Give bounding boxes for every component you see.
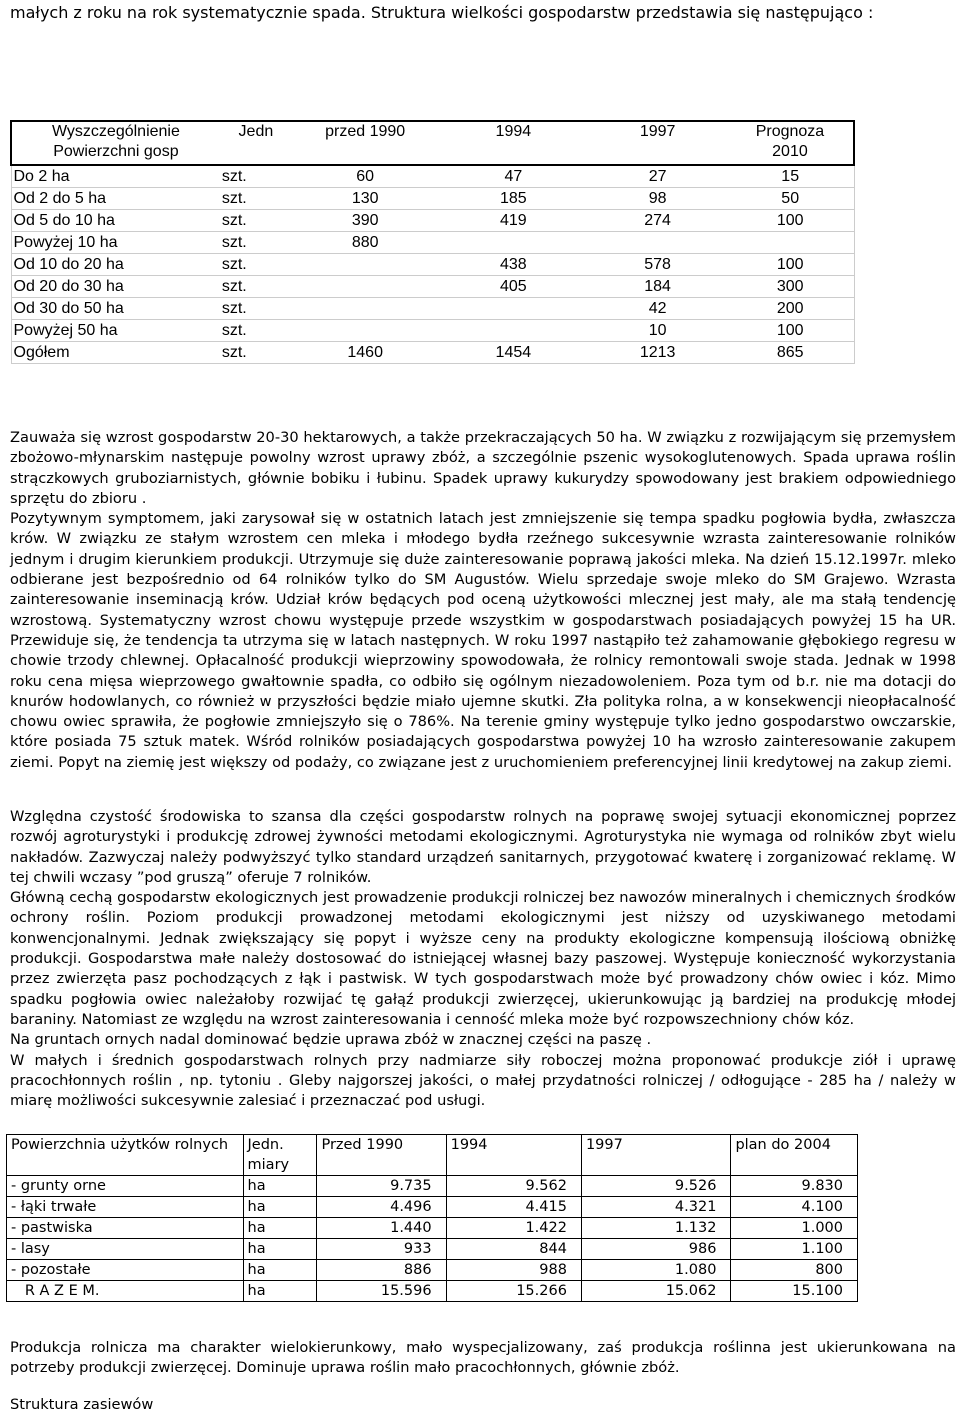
table-cell: - pastwiska — [7, 1218, 244, 1239]
table-row — [11, 342, 854, 364]
table-cell: 42 — [588, 298, 727, 320]
paragraph: Zauważa się wzrost gospodarstw 20-30 hektarowych, a także przekraczających 50 ha. W związku z rozwijającym się przemysłem zbożowo-młynarskim następuje powolny wzrost uprawy zbóż, a szczególnie pszenic wysokoglutenowych. Spada uprawa roślin strączkowych gruboziarnistych, głównie bobiku i łubinu. Spadek uprawy kukurydzy spowodowany jest brakiem odpowiedniego sprzętu do zbioru . — [10, 429, 956, 507]
table-cell: szt. — [220, 298, 292, 320]
table-cell: 60 — [292, 165, 438, 188]
header-cell: przed 1990 — [325, 123, 406, 140]
table-row — [11, 254, 854, 276]
table-cell: szt. — [220, 210, 292, 232]
table-cell: Od 10 do 20 ha — [11, 254, 220, 276]
table-cell: 15.100 — [731, 1281, 858, 1302]
table-cell: 100 — [727, 320, 854, 342]
table-cell: 1460 — [292, 342, 438, 364]
table-cell: 10 — [588, 320, 727, 342]
header-cell: 1994 — [446, 1135, 581, 1176]
header-cell: plan do 2004 — [731, 1135, 858, 1176]
paragraph-production: Produkcja rolnicza ma charakter wielokierunkowy, mało wyspecjalizowany, zaś produkcja roślinna jest ukierunkowana na potrzeby produkcji zwierzęcej. Dominuje uprawa roślin mało pracochłonnych, głównie zbóż. — [10, 1339, 956, 1377]
paragraph: Pozytywnym symptomem, jaki zarysował się w ostatnich latach jest zmniejszenie się tempa spadku pogłowia bydła, zwłaszcza krów. W związku ze stałym wzrostem cen mleka i młodego bydła rzeźnego sukcesywnie wzrasta zainteresowanie rolników jednym i drugim kierunkiem produkcji. Utrzymuje się duże zainteresowanie poprawą jakości mleka. Na dzień 15.12.1997r. mleko odbierane jest bezpośrednio od 64 rolników tylko do SM Augustów. Wielu sprzedaje swoje mleko do SM Grajewo. Wzrasta zainteresowanie inseminacją krów. Udział krów będących pod oceną użytkowości mlecznej jest mały, ale ma stałą tendencję wzrostową. Systematyczny wzrost chowu występuje przede wszystkim w gospodarstwach posiadających powyżej 15 ha UR. Przewiduje się, że tendencja ta utrzyma się w latach następnych. W roku 1997 nastąpiło też zahamowanie głębokiego regresu w chowie trzody chlewnej. Opłacalność produkcji wieprzowiny spowodowała, że rolnicy remontowali swoje stada. Jednak w 1998 roku cena mięsa wieprzowego gwałtownie spadła, co odbiło się ogólnym niezadowoleniem. Poza tym od b.r. nie ma dotacji do knurów hodowlanych, co również w przyszłości będzie miało ujemne skutki. Zła polityka rolna, a w konsekwencji nieopłacalność chowu owiec sprawiła, że pogłowie zmniejszyło się o 786%. Na terenie gminy występuje tylko jedno gospodarstwo owczarskie, które posiada 75 sztuk matek. Wśród rolników posiadających gospodarstwa powyżej 10 ha wzrosło zainteresowanie zakupem ziemi. Popyt na ziemię jest większy od podaży, co związane jest z uruchomieniem preferencyjnej linii kredytowej na zakup ziemi. — [10, 510, 956, 771]
header-cell: Prognoza 2010 — [755, 123, 825, 160]
table-cell: - lasy — [7, 1239, 244, 1260]
intro-line: małych z roku na rok systematycznie spada. Struktura wielkości gospodarstw przedstawia się następująco : — [10, 3, 874, 22]
table-cell: Od 20 do 30 ha — [11, 276, 220, 298]
table-row — [11, 320, 854, 342]
header-cell: 1997 — [639, 123, 676, 140]
table-cell: - grunty orne — [7, 1176, 244, 1197]
table-row — [7, 1281, 858, 1302]
table-cell: 1.132 — [581, 1218, 730, 1239]
table-cell: 100 — [727, 254, 854, 276]
table-cell — [438, 232, 588, 254]
table-cell: ha — [243, 1260, 317, 1281]
table-row — [7, 1176, 858, 1197]
table-cell: 1.100 — [731, 1239, 858, 1260]
table-cell: - pozostałe — [7, 1260, 244, 1281]
table-cell: ha — [243, 1281, 317, 1302]
table-cell: 184 — [588, 276, 727, 298]
table-cell: 50 — [727, 188, 854, 210]
table-cell: 4.415 — [446, 1197, 581, 1218]
table-cell: 1.440 — [317, 1218, 446, 1239]
table-cell: 300 — [727, 276, 854, 298]
table-cell: 1213 — [588, 342, 727, 364]
table-cell: ha — [243, 1239, 317, 1260]
paragraphs-block-1 — [10, 428, 956, 773]
table-cell: 47 — [438, 165, 588, 188]
table-cell: 1.422 — [446, 1218, 581, 1239]
table-cell — [438, 298, 588, 320]
table-row — [7, 1197, 858, 1218]
table-cell — [588, 232, 727, 254]
table-cell — [438, 320, 588, 342]
table-cell: Powyżej 50 ha — [11, 320, 220, 342]
table-cell — [292, 298, 438, 320]
table-header-row — [7, 1135, 858, 1176]
paragraph: W małych i średnich gospodarstwach rolnych przy nadmiarze siły roboczej można proponować produkcje ziół i uprawę pracochłonnych roślin , np. tytoniu . Gleby najgorszej jakości, o małej przydatności rolniczej / odłogujące - 285 ha / należy w miarę możliwości sukcesywnie zalesiać i przeznaczać pod usługi. — [10, 1051, 956, 1110]
table-cell: 4.100 — [731, 1197, 858, 1218]
table-cell: 98 — [588, 188, 727, 210]
header-cell: Jedn — [238, 123, 274, 140]
table-cell: 986 — [581, 1239, 730, 1260]
header-cell: Powierzchnia użytków rolnych — [7, 1135, 244, 1176]
table-cell: 933 — [317, 1239, 446, 1260]
table-cell: 9.830 — [731, 1176, 858, 1197]
table-cell: 100 — [727, 210, 854, 232]
table-cell: Od 5 do 10 ha — [11, 210, 220, 232]
table-cell: 1.000 — [731, 1218, 858, 1239]
table-cell: 9.562 — [446, 1176, 581, 1197]
table-row — [11, 188, 854, 210]
table-cell: 15.062 — [581, 1281, 730, 1302]
table-cell — [292, 276, 438, 298]
table-cell: 27 — [588, 165, 727, 188]
table-row — [11, 165, 854, 188]
table-cell: szt. — [220, 165, 292, 188]
header-cell: Wyszczególnienie Powierzchni gosp — [51, 123, 180, 160]
table-cell: 15.266 — [446, 1281, 581, 1302]
header-cell: 1994 — [495, 123, 532, 140]
table-cell: Powyżej 10 ha — [11, 232, 220, 254]
table-cell: 4.321 — [581, 1197, 730, 1218]
table-cell: 15.596 — [317, 1281, 446, 1302]
table-cell: ha — [243, 1218, 317, 1239]
table-cell: Do 2 ha — [11, 165, 220, 188]
paragraph: Na gruntach ornych nadal dominować będzie uprawa zbóż w znacznej części na paszę . — [10, 1031, 652, 1049]
table-cell: 1454 — [438, 342, 588, 364]
paragraphs-block-2 — [10, 807, 956, 1111]
table-cell — [727, 232, 854, 254]
table-cell: 200 — [727, 298, 854, 320]
table-cell: szt. — [220, 232, 292, 254]
table-cell: 880 — [292, 232, 438, 254]
table-cell: 4.496 — [317, 1197, 446, 1218]
table-cell: ha — [243, 1197, 317, 1218]
table-cell: 988 — [446, 1260, 581, 1281]
table-cell — [292, 254, 438, 276]
table-cell: 274 — [588, 210, 727, 232]
table-cell: Ogółem — [11, 342, 220, 364]
table-cell: 9.735 — [317, 1176, 446, 1197]
table-cell: 1.080 — [581, 1260, 730, 1281]
table-cell: szt. — [220, 342, 292, 364]
table-cell: 15 — [727, 165, 854, 188]
table-cell: szt. — [220, 320, 292, 342]
table-row — [7, 1260, 858, 1281]
land-use-table — [6, 1134, 858, 1302]
paragraph: Główną cechą gospodarstw ekologicznych jest prowadzenie produkcji rolniczej bez nawozów mineralnych i chemicznych środków ochrony roślin. Poziom produkcji prowadzonej metodami ekologicznymi jest niższy od uzyskiwanego metodami konwencjonalnymi. Jednak zwiększający się popyt i wyższe ceny na produkty ekologiczne kompensują ilościową obniżkę produkcji. Gospodarstwa małe należy dostosować do istniejącej własnej bazy paszowej. Występuje konieczność wykorzystania przez zwierzęta pasz pochodzących z łąk i pastwisk. W tych gospodarstwach może być prowadzony chów owiec i kóz. Mimo spadku pogłowia owiec należałoby rozwijać tę gałąź produkcji zwierzęcej, ukierunkowując ją bardziej na produkcję młodej baraniny. Natomiast ze względu na wzrost zainteresowania i cenność mleka może być rozpowszechniony chów kóz. — [10, 889, 956, 1028]
table-cell: Od 30 do 50 ha — [11, 298, 220, 320]
table-row — [7, 1239, 858, 1260]
table-cell: 578 — [588, 254, 727, 276]
table-row — [11, 210, 854, 232]
paragraph: Względna czystość środowiska to szansa dla części gospodarstw rolnych na poprawę swojej sytuacji ekonomicznej poprzez rozwój agroturystyki i produkcję zdrowej żywności metodami ekologicznymi. Agroturystyka nie wymaga od rolników zbyt wielu nakładów. Zazwyczaj należy podwyższyć tylko standard urządzeń sanitarnych, przygotować kwaterę i zorganizować reklamę. W tej chwili wczasy ”pod gruszą” oferuje 7 rolników. — [10, 808, 956, 886]
table-cell: Od 2 do 5 ha — [11, 188, 220, 210]
table-cell: szt. — [220, 188, 292, 210]
table-cell: - łąki trwałe — [7, 1197, 244, 1218]
table-cell: 405 — [438, 276, 588, 298]
table-cell: 865 — [727, 342, 854, 364]
table-cell: 390 — [292, 210, 438, 232]
table-cell: 844 — [446, 1239, 581, 1260]
table-cell: 130 — [292, 188, 438, 210]
table-row — [11, 276, 854, 298]
farm-size-table — [10, 120, 855, 364]
table-cell: 438 — [438, 254, 588, 276]
header-cell: Jedn. miary — [243, 1135, 317, 1176]
section-heading: Struktura zasiewów — [10, 1396, 154, 1413]
table-cell: szt. — [220, 276, 292, 298]
table-row — [7, 1218, 858, 1239]
table-row — [11, 298, 854, 320]
table-cell: 886 — [317, 1260, 446, 1281]
table-header-row — [11, 121, 854, 165]
table-cell: 419 — [438, 210, 588, 232]
table-row — [11, 232, 854, 254]
header-cell: Przed 1990 — [317, 1135, 446, 1176]
table-cell: 185 — [438, 188, 588, 210]
table-cell: ha — [243, 1176, 317, 1197]
table-cell: 9.526 — [581, 1176, 730, 1197]
table-cell — [292, 320, 438, 342]
header-cell: 1997 — [581, 1135, 730, 1176]
table-cell: R A Z E M. — [7, 1281, 244, 1302]
table-cell: szt. — [220, 254, 292, 276]
table-cell: 800 — [731, 1260, 858, 1281]
